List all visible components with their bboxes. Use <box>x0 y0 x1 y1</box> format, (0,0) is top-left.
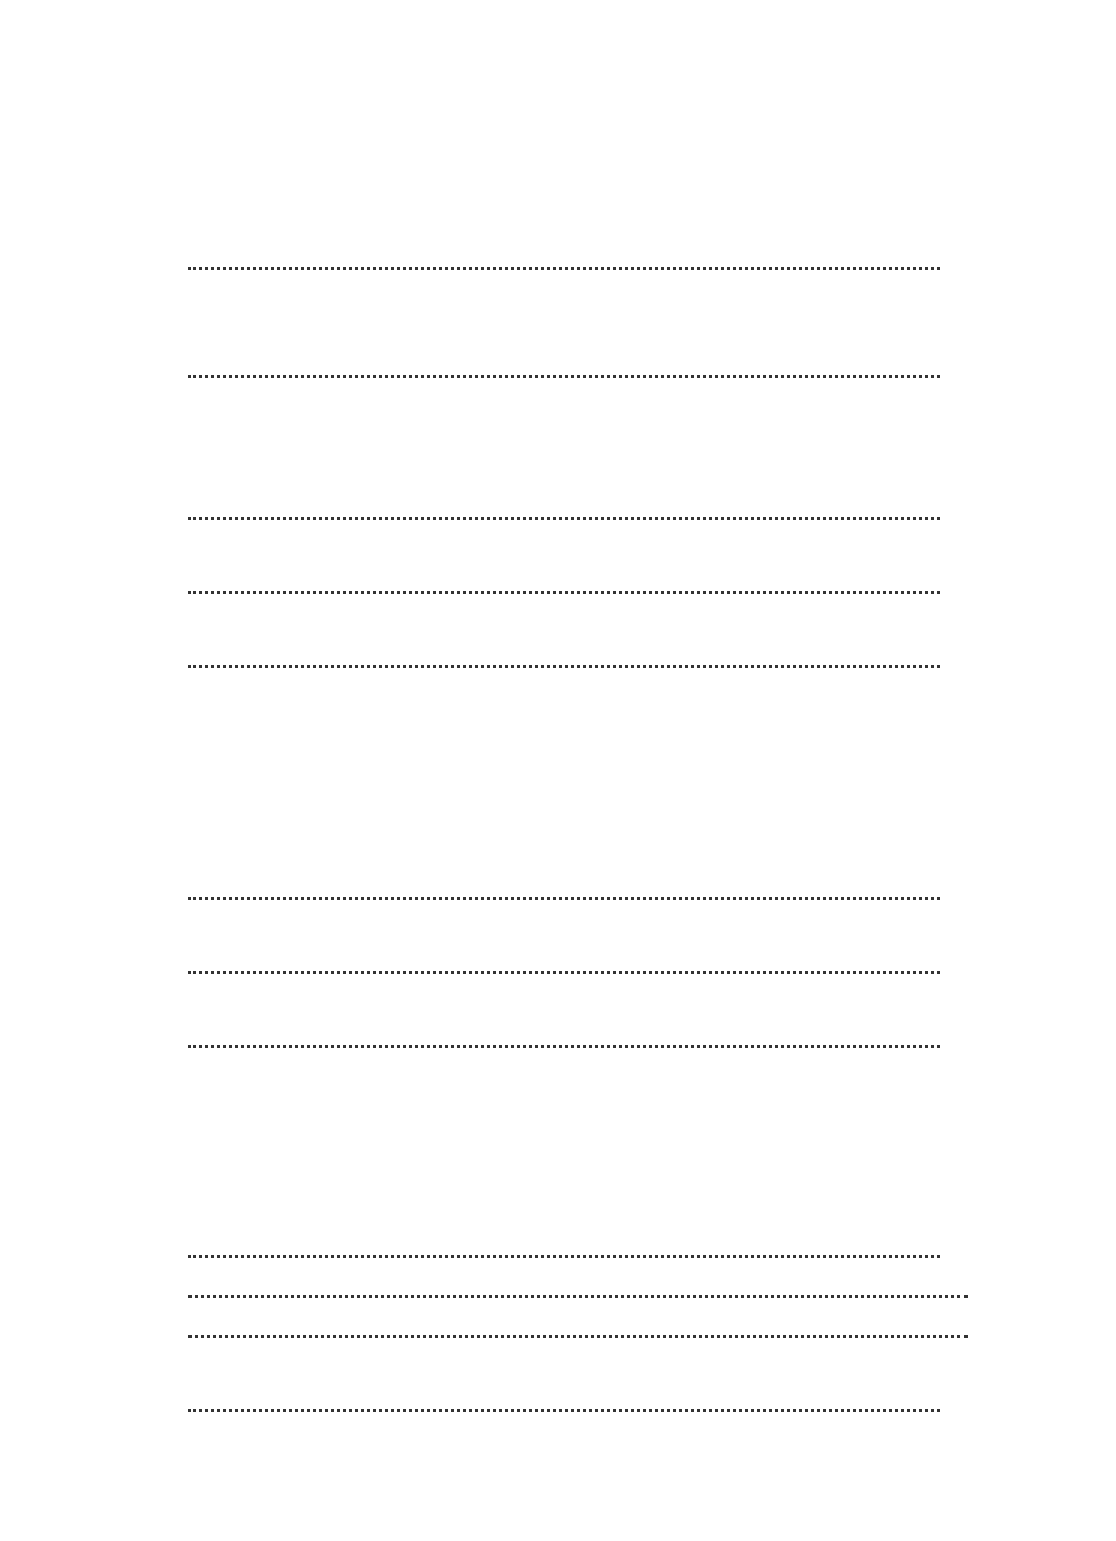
entry-last-line <box>188 354 978 388</box>
index-entry <box>118 1354 978 1422</box>
entries-list-b <box>118 808 978 1428</box>
index-entry <box>118 394 978 530</box>
dot-leader <box>188 517 940 520</box>
entry-text <box>188 394 978 530</box>
entry-line <box>188 1064 978 1098</box>
dot-leader <box>188 1255 940 1258</box>
entry-text <box>188 610 978 678</box>
entry-line <box>188 808 978 842</box>
dot-leader <box>188 971 940 974</box>
entry-line <box>188 536 978 570</box>
index-entry <box>118 808 978 910</box>
dot-leader <box>188 591 940 594</box>
entry-line <box>188 286 978 320</box>
entry-line <box>188 1200 978 1234</box>
index-entry <box>118 990 978 1058</box>
dot-leader <box>188 1295 968 1298</box>
dot-leader <box>188 897 940 900</box>
dot-leader <box>188 665 940 668</box>
entry-line <box>188 462 978 496</box>
entry-line <box>188 394 978 428</box>
dot-leader <box>188 1045 940 1048</box>
entry-text <box>188 990 978 1058</box>
entry-text <box>188 808 978 910</box>
entry-line <box>188 212 978 246</box>
entry-text <box>188 178 978 280</box>
entry-text <box>188 1274 978 1308</box>
index-entry <box>118 1274 978 1308</box>
entry-last-line <box>188 950 978 984</box>
entry-last-line <box>188 644 978 678</box>
entry-last-line <box>188 1024 978 1058</box>
entry-last-line <box>188 570 978 604</box>
entry-last-line <box>188 1274 978 1308</box>
entry-line <box>188 1354 978 1388</box>
entry-line <box>188 916 978 950</box>
entry-line <box>188 428 978 462</box>
entry-line <box>188 320 978 354</box>
entry-last-line <box>188 496 978 530</box>
entry-line <box>188 178 978 212</box>
entry-last-line <box>188 246 978 280</box>
index-entry <box>118 536 978 604</box>
dot-leader <box>188 1409 940 1412</box>
dot-leader <box>188 267 940 270</box>
entry-text <box>188 1314 978 1348</box>
entry-text <box>188 536 978 604</box>
entry-last-line <box>188 1314 978 1348</box>
index-entry <box>118 1314 978 1348</box>
index-entry <box>118 916 978 984</box>
entry-line <box>188 1098 978 1132</box>
entry-line <box>188 1132 978 1166</box>
dot-leader <box>188 1335 968 1338</box>
entry-text <box>188 1354 978 1422</box>
entry-line <box>188 842 978 876</box>
index-entry <box>118 286 978 388</box>
entry-last-line <box>188 1388 978 1422</box>
index-entry <box>118 610 978 678</box>
entries-list-a <box>118 178 978 684</box>
index-entry <box>118 178 978 280</box>
entry-text <box>188 916 978 984</box>
index-entry <box>118 1064 978 1268</box>
entry-line <box>188 990 978 1024</box>
dot-leader <box>188 375 940 378</box>
entry-line <box>188 610 978 644</box>
entry-last-line <box>188 876 978 910</box>
entry-text <box>188 1064 978 1268</box>
entry-line <box>188 1166 978 1200</box>
entry-text <box>188 286 978 388</box>
entry-last-line <box>188 1234 978 1268</box>
index-header <box>118 128 858 176</box>
